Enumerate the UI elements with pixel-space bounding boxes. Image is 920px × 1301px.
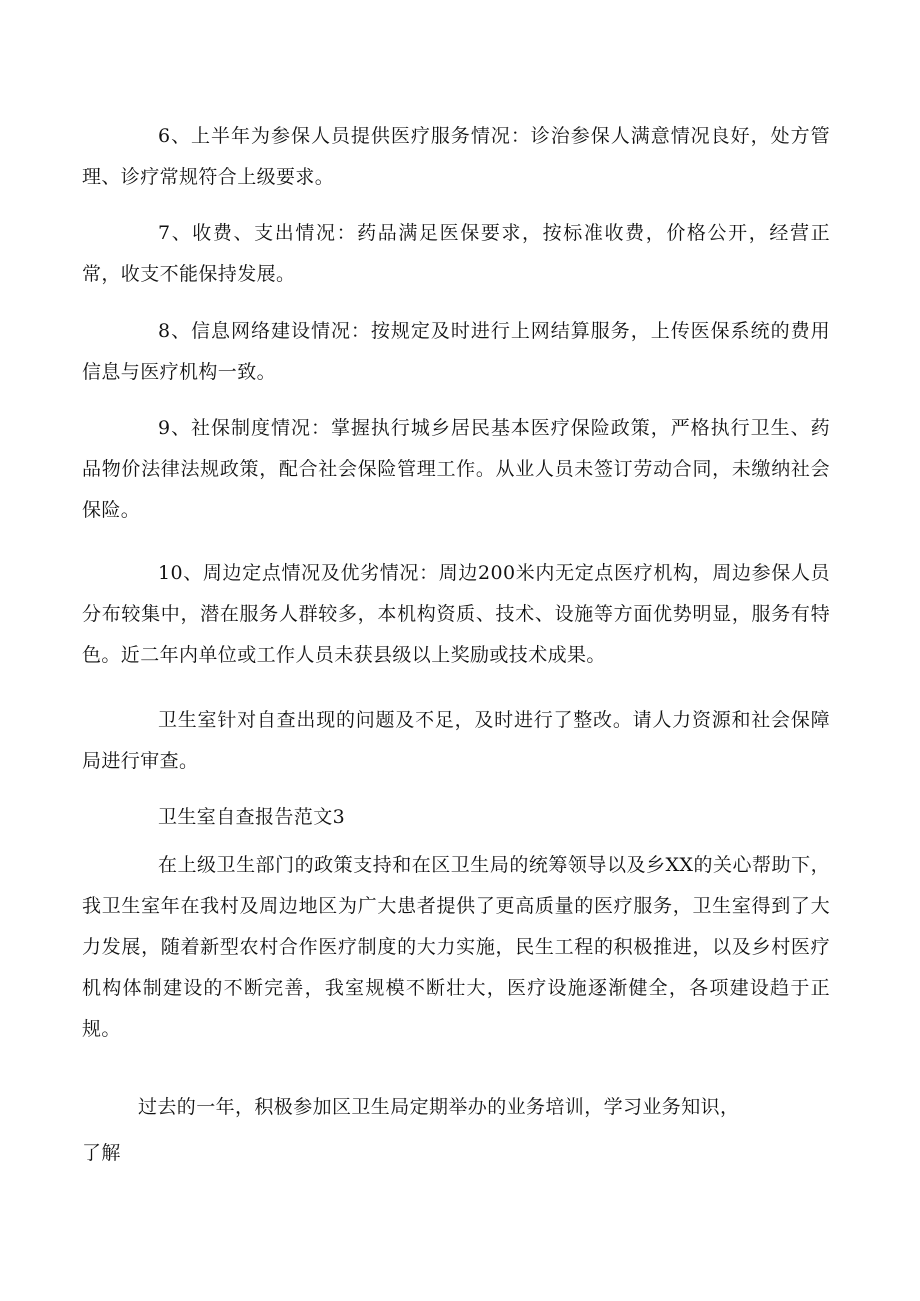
paragraph-item-9: 9、社保制度情况：掌握执行城乡居民基本医疗保险政策，严格执行卫生、药品物价法律法规政策，配合社会保险管理工作。从业人员未签订劳动合同，未缴纳社会保险。 (82, 417, 830, 521)
section-heading: 卫生室自查报告范文3 (158, 806, 346, 828)
paragraph-item-6: 6、上半年为参保人员提供医疗服务情况：诊治参保人满意情况良好，处方管理、诊疗常规符合上级要求。 (82, 125, 830, 188)
paragraph-item-10: 10、周边定点情况及优劣情况：周边200米内无定点医疗机构，周边参保人员分布较集中，潜在服务人群较多，本机构资质、技术、设施等方面优势明显，服务有特色。近二年内单位或工作人员未获县级以上奖励或技术成果。 (82, 562, 830, 666)
paragraph-item-8: 8、信息网络建设情况：按规定及时进行上网结算服务，上传医保系统的费用信息与医疗机构一致。 (82, 320, 830, 383)
section-paragraph: 在上级卫生部门的政策支持和在区卫生局的统筹领导以及乡XX的关心帮助下，我卫生室年在我村及周边地区为广大患者提供了更高质量的医疗服务，卫生室得到了大力发展，随着新型农村合作医疗制度的大力实施，民生工程的积极推进，以及乡村医疗机构体制建设的不断完善，我室规模不断壮大，医疗设施逐渐健全，各项建设趋于正规。 (82, 854, 830, 1040)
paragraph-item-7: 7、收费、支出情况：药品满足医保要求，按标准收费，价格公开，经营正常，收支不能保持发展。 (82, 222, 830, 285)
trailing-line: 过去的一年，积极参加区卫生局定期举办的业务培训，学习业务知识， (138, 1096, 740, 1118)
paragraph-conclusion: 卫生室针对自查出现的问题及不足，及时进行了整改。请人力资源和社会保障局进行审查。 (82, 709, 830, 772)
trailing-end: 了解 (82, 1142, 121, 1164)
